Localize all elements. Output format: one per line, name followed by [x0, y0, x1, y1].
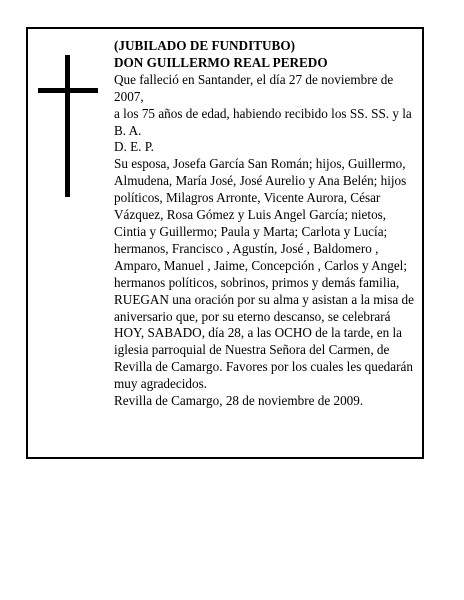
deceased-name: DON GUILLERMO REAL PEREDO [114, 54, 328, 70]
cross-icon [38, 55, 98, 197]
rip-line: D. E. P. [114, 139, 154, 155]
cross-horizontal-bar [38, 88, 98, 93]
death-date-line: Que falleció en Santander, el día 27 de noviembre de 2007, [114, 71, 394, 104]
closing-line: Revilla de Camargo, 28 de noviembre de 2009. [114, 393, 364, 409]
header-line: (JUBILADO DE FUNDITUBO) [114, 38, 295, 53]
obituary-text [114, 38, 414, 410]
family-paragraph: Su esposa, Josefa García San Román; hijos, Guillermo, Almudena, María José, José Aurelio y Ana Belén; hijos políticos, Milagros Arronte, Vicente Aurora, César Vázquez, Rosa Gómez y Luis Angel García; nietos, Cintia y Guillermo; Paula y Marta; Carlota y Lucía; hermanos, Francisco , Agustín, José , Baldomero , Amparo, Manuel , Jaime, Concepción , Carlos y Angel; hermanos políticos, sobrinos, primos y demás familia, RUEGAN una oración por su alma y asistan a la misa de aniversario que, por su eterno descanso, se celebrará HOY, SABADO, día 28, a las OCHO de la tarde, en la iglesia parroquial de Nuestra Señora del Carmen, de Revilla de Camargo. Favores por los cuales les quedarán muy agradecidos. [114, 156, 414, 392]
age-line: a los 75 años de edad, habiendo recibido los SS. SS. y la B. A. [114, 105, 412, 138]
cross-vertical-bar [65, 55, 70, 197]
